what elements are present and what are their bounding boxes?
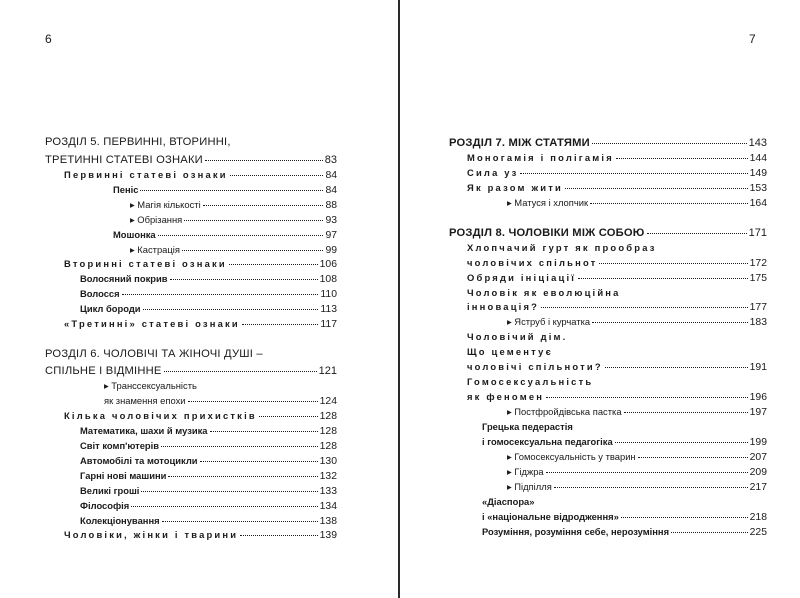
toc-entry-page: 93	[325, 215, 337, 226]
toc-entry-title: ▸ Підпілля	[507, 481, 552, 492]
toc-entry-title: Розуміння, розуміння себе, нерозуміння	[482, 526, 670, 537]
dot-leader	[621, 517, 748, 518]
dot-leader	[229, 264, 318, 265]
toc-entry-title: як знамення епохи	[104, 395, 186, 406]
dot-leader	[554, 487, 748, 488]
toc-entry-title: Світ комп'ютерів	[80, 440, 160, 451]
toc-entry-page: 218	[749, 512, 767, 523]
dot-leader	[541, 307, 748, 308]
toc-entry-title: ▸ Транссексуальність	[104, 380, 197, 391]
dot-leader	[616, 158, 748, 159]
toc-entry-page: 171	[748, 227, 767, 239]
toc-entry-title: Колекціонування	[80, 515, 160, 526]
toc-entry-page: 153	[749, 183, 767, 194]
toc-entry-page: 97	[325, 230, 337, 241]
toc-entry-title: Кілька чоловічих прихистків	[64, 410, 257, 421]
toc-entry-title: чоловічі спільноти?	[467, 361, 603, 372]
toc-entry-title: Чоловічий дім.	[467, 331, 568, 342]
dot-leader	[141, 491, 317, 492]
dot-leader	[205, 160, 323, 161]
dot-leader	[188, 401, 318, 402]
toc-entry-title: ▸ Яструб і курчатка	[507, 316, 591, 327]
toc-entry-page: 177	[749, 302, 767, 313]
toc-entry-title: Філософія	[80, 500, 130, 511]
toc-entry-title: Великі гроші	[80, 485, 140, 496]
toc-entry-page: 83	[324, 154, 337, 166]
toc-entry	[507, 481, 767, 498]
toc-entry-title: і гомосексуальна педагогіка	[482, 436, 613, 447]
page-number: 7	[749, 32, 756, 46]
toc-entry-page: 99	[325, 245, 337, 256]
toc-entry-title: Що цементує	[467, 346, 553, 357]
toc-entry-page: 117	[320, 319, 337, 330]
dot-leader	[200, 461, 318, 462]
toc-entry-page: 207	[749, 452, 767, 463]
dot-leader	[624, 412, 748, 413]
toc-entry-page: 199	[749, 437, 767, 448]
dot-leader	[122, 294, 319, 295]
toc-entry-title: Чоловіки, жінки і тварини	[64, 529, 239, 540]
toc-entry-title: РОЗДІЛ 5. ПЕРВИННІ, ВТОРИННІ,	[45, 136, 231, 148]
dot-leader	[671, 532, 748, 533]
toc-entry-page: 108	[319, 274, 337, 285]
toc-entry-title: Мошонка	[113, 229, 156, 240]
toc-entry-page: 172	[749, 258, 767, 269]
toc-entry-title: Грецька педерастія	[482, 421, 573, 432]
toc-entry-page: 175	[749, 273, 767, 284]
toc-entry-page: 128	[319, 441, 337, 452]
dot-leader	[140, 190, 323, 191]
toc-entry-title: Сила уз	[467, 167, 519, 178]
dot-leader	[565, 188, 748, 189]
toc-entry-page: 84	[325, 185, 337, 196]
toc-entry-title: Хлопчачий гурт як прообраз	[467, 242, 657, 253]
toc-entry-title: «Третинні» статеві ознаки	[64, 318, 240, 329]
dot-leader	[615, 442, 748, 443]
dot-leader	[168, 476, 317, 477]
toc-entry	[64, 318, 337, 335]
toc-entry-page: 149	[749, 168, 767, 179]
toc-entry-title: Обряди ініціації	[467, 272, 577, 283]
toc-entry-page: 225	[749, 527, 767, 538]
toc-entry-page: 217	[749, 482, 767, 493]
toc-entry-title: ТРЕТИННІ СТАТЕВІ ОЗНАКИ	[45, 154, 203, 166]
toc-entry-page: 183	[749, 317, 767, 328]
toc-entry-title: ▸ Кастрація	[130, 244, 180, 255]
dot-leader	[162, 521, 318, 522]
toc-entry-title: чоловічих спільнот	[467, 257, 598, 268]
dot-leader	[158, 235, 324, 236]
dot-leader	[647, 233, 747, 234]
dot-leader	[592, 143, 747, 144]
dot-leader	[203, 205, 324, 206]
toc-entry-title: Гомосексуальність	[467, 376, 594, 387]
left-page	[0, 0, 398, 598]
toc-entry	[482, 526, 767, 543]
toc-entry-title: ▸ Обрізання	[130, 214, 183, 225]
toc-entry-title: Автомобілі та мотоцикли	[80, 455, 198, 466]
dot-leader	[161, 446, 318, 447]
toc-entry-page: 139	[319, 530, 337, 541]
toc-entry-title: РОЗДІЛ 8. ЧОЛОВІКИ МІЖ СОБОЮ	[449, 227, 645, 239]
toc-entry-page: 196	[749, 392, 767, 403]
toc-entry-title: СПІЛЬНЕ І ВІДМІННЕ	[45, 365, 162, 377]
toc-entry-title: Цикл бороди	[80, 303, 141, 314]
dot-leader	[638, 457, 748, 458]
toc-entry-title: ▸ Матуся і хлопчик	[507, 197, 589, 208]
toc-entry-page: 138	[319, 516, 337, 527]
dot-leader	[546, 397, 748, 398]
toc-entry-title: ▸ Гомосексуальність у тварин	[507, 451, 636, 462]
dot-leader	[131, 506, 317, 507]
toc-entry-page: 209	[749, 467, 767, 478]
dot-leader	[259, 416, 318, 417]
dot-leader	[182, 250, 324, 251]
dot-leader	[164, 371, 317, 372]
dot-leader	[578, 278, 748, 279]
toc-entry-title: Моногамія і полігамія	[467, 152, 614, 163]
toc-entry-title: як феномен	[467, 391, 545, 402]
dot-leader	[599, 263, 747, 264]
dot-leader	[230, 175, 324, 176]
toc-entry-page: 128	[319, 426, 337, 437]
toc-entry-title: і «національне відродження»	[482, 511, 619, 522]
dot-leader	[184, 220, 323, 221]
toc-entry-page: 113	[320, 304, 337, 315]
right-page	[401, 0, 800, 598]
toc-entry-title: Первинні статеві ознаки	[64, 169, 228, 180]
dot-leader	[210, 431, 318, 432]
toc-entry	[45, 136, 231, 153]
toc-entry-page: 121	[318, 365, 337, 377]
toc-entry-page: 197	[749, 407, 767, 418]
toc-entry-title: ▸ Магія кількості	[130, 199, 201, 210]
dot-leader	[605, 367, 748, 368]
toc-entry	[507, 197, 767, 214]
toc-entry	[64, 529, 337, 546]
toc-entry-page: 130	[319, 456, 337, 467]
toc-entry-title: ▸ Постфройдівська пастка	[507, 406, 622, 417]
toc-entry-title: Волосяний покрив	[80, 273, 168, 284]
dot-leader	[592, 322, 748, 323]
toc-entry-title: Гарні нові машини	[80, 470, 167, 481]
dot-leader	[240, 535, 317, 536]
toc-entry-title: Волосся	[80, 288, 120, 299]
toc-entry-page: 164	[749, 198, 767, 209]
toc-entry-title: «Діаспора»	[482, 496, 535, 507]
toc-entry-page: 84	[325, 170, 337, 181]
dot-leader	[520, 173, 747, 174]
toc-entry-title: РОЗДІЛ 6. ЧОЛОВІЧІ ТА ЖІНОЧІ ДУШІ –	[45, 348, 263, 360]
toc-entry-title: ▸ Гіджра	[507, 466, 544, 477]
toc-entry	[45, 348, 263, 365]
dot-leader	[590, 203, 748, 204]
toc-entry-page: 134	[319, 501, 337, 512]
toc-entry-page: 88	[325, 200, 337, 211]
toc-entry-title: Вторинні статеві ознаки	[64, 258, 227, 269]
toc-entry-page: 143	[748, 137, 767, 149]
toc-entry-page: 191	[749, 362, 767, 373]
dot-leader	[143, 309, 319, 310]
book-spine	[398, 0, 400, 598]
page-number: 6	[45, 32, 52, 46]
toc-entry-page: 128	[319, 411, 337, 422]
toc-entry-page: 133	[319, 486, 337, 497]
dot-leader	[242, 324, 319, 325]
toc-entry-title: РОЗДІЛ 7. МІЖ СТАТЯМИ	[449, 137, 590, 149]
toc-entry-title: Як разом жити	[467, 182, 564, 193]
toc-entry-page: 124	[319, 396, 337, 407]
toc-entry-title: інновація?	[467, 301, 540, 312]
dot-leader	[546, 472, 748, 473]
toc-entry-page: 106	[319, 259, 337, 270]
toc-entry-page: 132	[319, 471, 337, 482]
toc-entry-title: Чоловік як еволюційна	[467, 287, 621, 298]
toc-entry-page: 110	[320, 289, 337, 300]
toc-entry-title: Математика, шахи й музика	[80, 425, 208, 436]
dot-leader	[170, 279, 318, 280]
toc-entry-title: Пеніс	[113, 184, 139, 195]
toc-entry-page: 144	[749, 153, 767, 164]
